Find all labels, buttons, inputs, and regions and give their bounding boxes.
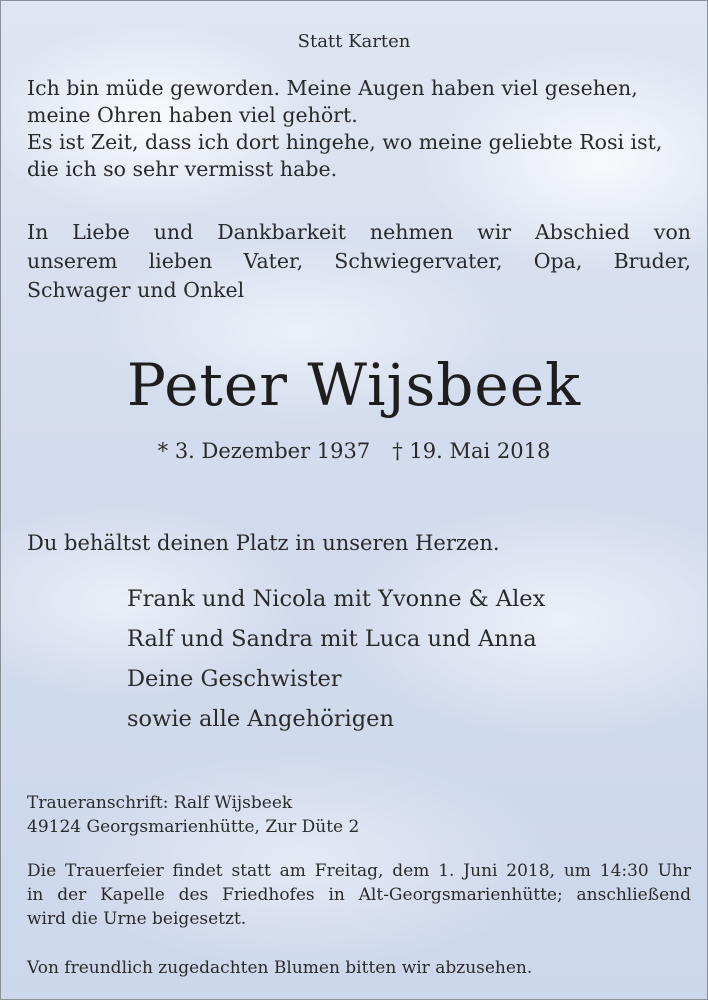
farewell-block bbox=[27, 219, 691, 306]
quote-line: Es ist Zeit, dass ich dort hingehe, wo meine geliebte Rosi ist, bbox=[27, 130, 663, 154]
address-block bbox=[27, 791, 359, 839]
ceremony-line: Die Trauerfeier findet statt am Freitag, dem 1. Juni 2018, um 14:30 Uhr bbox=[27, 861, 691, 881]
quote-line: die ich so sehr vermisst habe. bbox=[27, 157, 338, 181]
death-date: † 19. Mai 2018 bbox=[392, 439, 551, 463]
quote-block bbox=[27, 75, 662, 183]
farewell-line: In Liebe und Dankbarkeit nehmen wir Abschied von bbox=[27, 220, 691, 244]
quote-line: meine Ohren haben viel gehört. bbox=[27, 103, 358, 127]
family-line: sowie alle Angehörigen bbox=[127, 706, 394, 732]
address-line: Traueranschrift: Ralf Wijsbeek bbox=[27, 793, 293, 813]
ceremony-block bbox=[27, 859, 691, 931]
family-line: Frank und Nicola mit Yvonne & Alex bbox=[127, 586, 546, 612]
family-line: Ralf und Sandra mit Luca und Anna bbox=[127, 626, 537, 652]
motto-text: Du behältst deinen Platz in unseren Herzen. bbox=[27, 531, 500, 555]
farewell-line: unserem lieben Vater, Schwiegervater, Opa, Bruder, bbox=[27, 249, 691, 273]
deceased-name: Peter Wijsbeek bbox=[126, 351, 582, 419]
quote-line: Ich bin müde geworden. Meine Augen haben viel gesehen, bbox=[27, 76, 638, 100]
birth-date: * 3. Dezember 1937 bbox=[157, 439, 371, 463]
ceremony-line: wird die Urne beigesetzt. bbox=[27, 909, 247, 929]
life-dates bbox=[1, 437, 707, 465]
address-line: 49124 Georgsmarienhütte, Zur Düte 2 bbox=[27, 817, 360, 837]
flowers-note: Von freundlich zugedachten Blumen bitten wir abzusehen. bbox=[27, 958, 533, 978]
farewell-line: Schwager und Onkel bbox=[27, 278, 245, 302]
family-block bbox=[127, 579, 545, 739]
ceremony-line: in der Kapelle des Friedhofes in Alt-Georgsmarienhütte; anschließend bbox=[27, 885, 691, 905]
header-text: Statt Karten bbox=[297, 31, 411, 52]
family-line: Deine Geschwister bbox=[127, 666, 342, 692]
